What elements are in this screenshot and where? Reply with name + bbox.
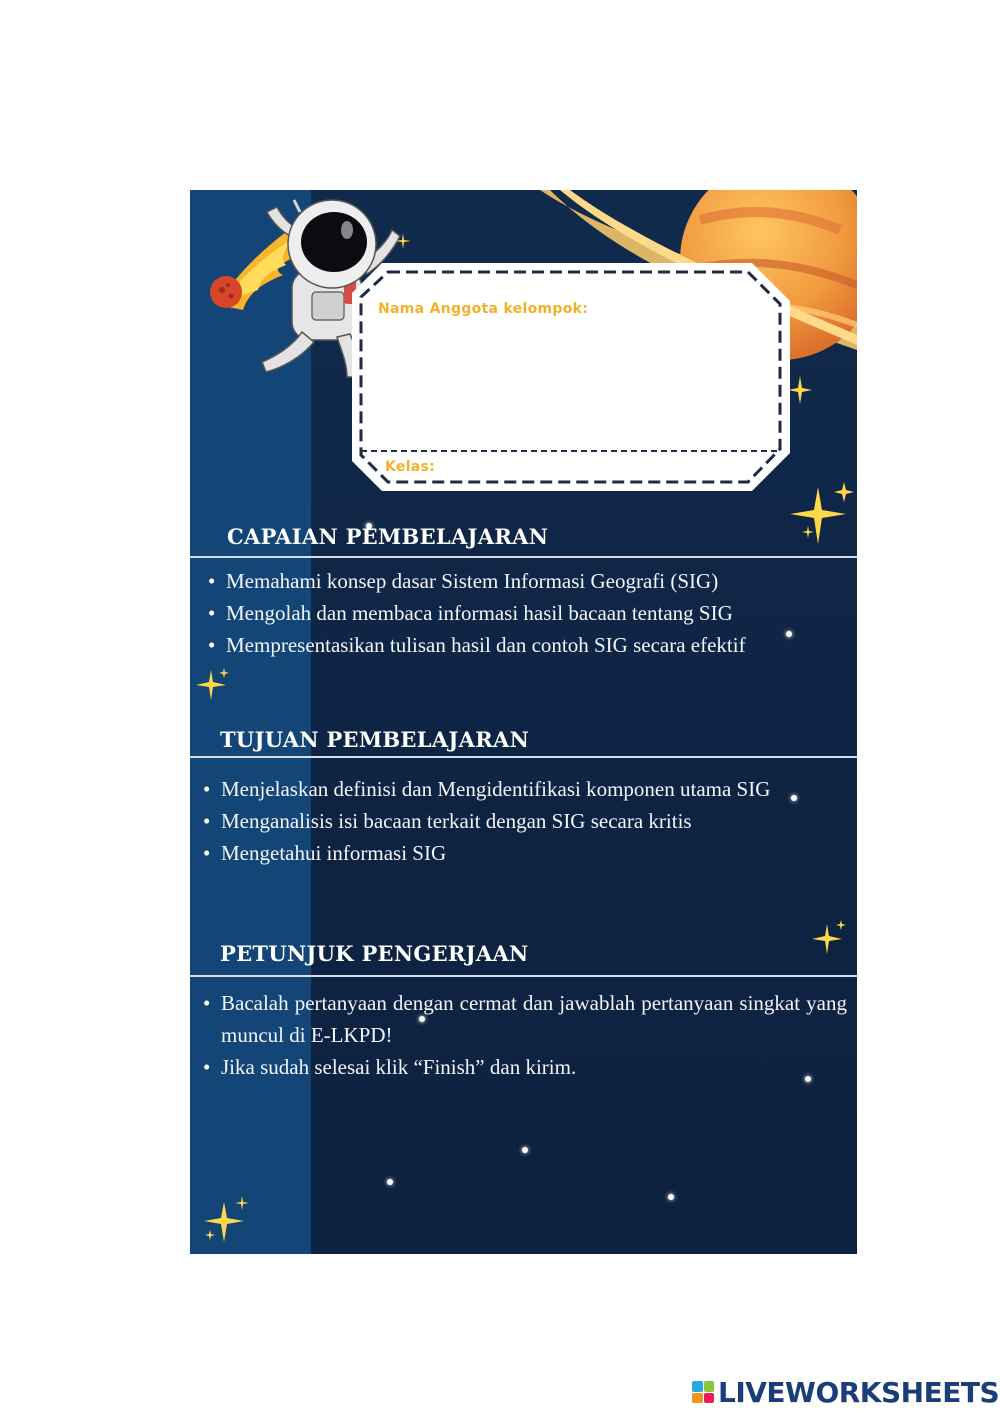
list-item: • Memahami konsep dasar Sistem Informasi Geografi (SIG) bbox=[208, 565, 847, 597]
brand-name: LIVEWORKSHEETS bbox=[718, 1375, 1000, 1409]
list-item: • Mengolah dan membaca informasi hasil bacaan tentang SIG bbox=[208, 597, 847, 629]
star-dot bbox=[522, 1147, 528, 1153]
worksheet-page bbox=[190, 190, 857, 1254]
section-title-capaian: CAPAIAN PEMBELAJARAN bbox=[227, 524, 549, 549]
list-item: • Mempresentasikan tulisan hasil dan contoh SIG secara efektif bbox=[208, 629, 847, 661]
section-title-tujuan: TUJUAN PEMBELAJARAN bbox=[220, 727, 530, 752]
list-item: • Menganalisis isi bacaan terkait dengan SIG secara kritis bbox=[203, 805, 852, 837]
list-item: • Mengetahui informasi SIG bbox=[203, 837, 852, 869]
sparkle-icon bbox=[810, 920, 848, 958]
section-divider bbox=[190, 756, 857, 758]
liveworksheets-logo bbox=[692, 1375, 999, 1409]
sparkle-icon bbox=[202, 1196, 252, 1246]
sparkle-icon bbox=[196, 668, 230, 702]
sparkle-icon bbox=[788, 482, 857, 552]
capaian-list bbox=[208, 565, 847, 661]
star-dot bbox=[668, 1194, 674, 1200]
group-members-label: Nama Anggota kelompok: bbox=[378, 301, 589, 317]
name-card bbox=[352, 263, 790, 491]
class-label: Kelas: bbox=[385, 459, 436, 475]
petunjuk-list bbox=[203, 987, 847, 1083]
sparkle-icon bbox=[395, 233, 411, 249]
section-divider bbox=[190, 975, 857, 977]
section-divider bbox=[190, 556, 857, 558]
list-item: • Menjelaskan definisi dan Mengidentifikasi komponen utama SIG bbox=[203, 773, 852, 805]
tujuan-list bbox=[203, 773, 852, 869]
list-item: • Jika sudah selesai klik “Finish” dan kirim. bbox=[203, 1051, 847, 1083]
sparkle-icon bbox=[788, 376, 812, 404]
section-title-petunjuk: PETUNJUK PENGERJAAN bbox=[220, 941, 529, 966]
star-dot bbox=[387, 1179, 393, 1185]
liveworksheets-logo-icon bbox=[692, 1381, 714, 1403]
list-item: • Bacalah pertanyaan dengan cermat dan jawablah pertanyaan singkat yang muncul di E-LKPD! bbox=[203, 987, 847, 1051]
